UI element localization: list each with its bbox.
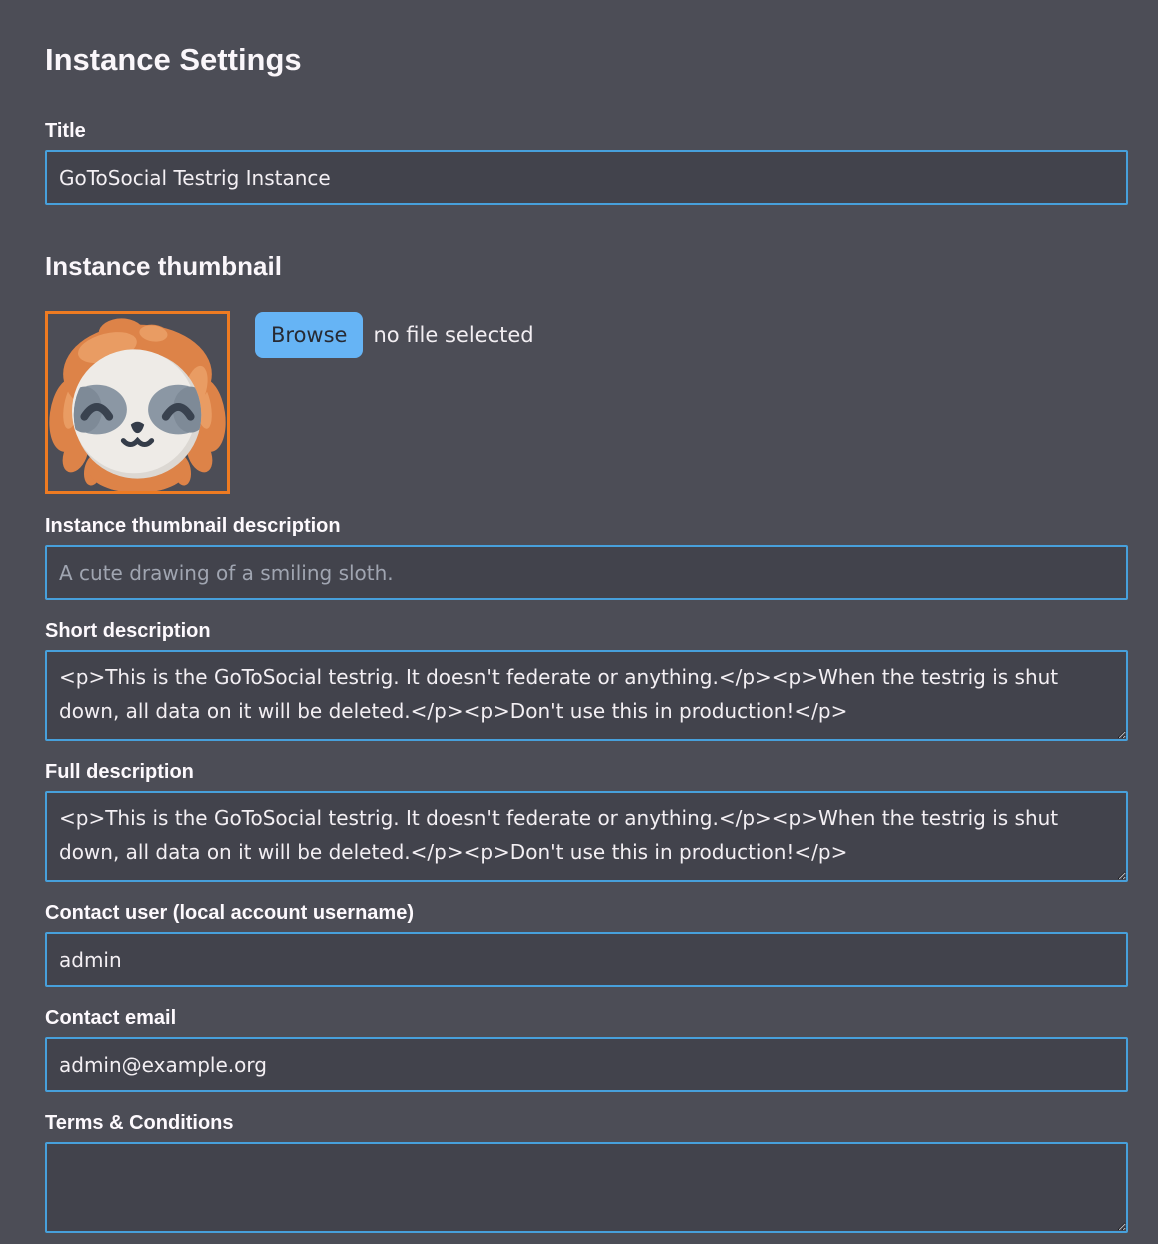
contact-email-field [45, 1007, 1128, 1092]
browse-button[interactable]: Browse [255, 312, 363, 358]
thumbnail-description-input[interactable] [45, 545, 1128, 600]
thumbnail-description-field [45, 515, 1128, 600]
title-field [45, 120, 1128, 205]
file-status-text: no file selected [373, 323, 534, 347]
full-description-field [45, 761, 1128, 882]
title-input[interactable] [45, 150, 1128, 205]
short-description-textarea[interactable] [45, 650, 1128, 741]
contact-user-input[interactable] [45, 932, 1128, 987]
short-description-field [45, 620, 1128, 741]
contact-email-input[interactable] [45, 1037, 1128, 1092]
title-label: Title [45, 120, 86, 142]
instance-thumbnail-image [45, 311, 230, 494]
page-title: Instance Settings [45, 42, 302, 77]
full-description-textarea[interactable] [45, 791, 1128, 882]
contact-user-field [45, 902, 1128, 987]
thumbnail-heading: Instance thumbnail [45, 251, 282, 281]
thumbnail-description-label: Instance thumbnail description [45, 515, 341, 537]
terms-textarea[interactable] [45, 1142, 1128, 1233]
sloth-illustration [48, 314, 227, 491]
terms-label: Terms & Conditions [45, 1112, 234, 1134]
terms-field [45, 1112, 1128, 1233]
contact-email-label: Contact email [45, 1007, 177, 1029]
short-description-label: Short description [45, 620, 211, 642]
contact-user-label: Contact user (local account username) [45, 902, 414, 924]
thumbnail-row [45, 311, 1128, 494]
full-description-label: Full description [45, 761, 194, 783]
thumbnail-file-picker [255, 312, 534, 358]
